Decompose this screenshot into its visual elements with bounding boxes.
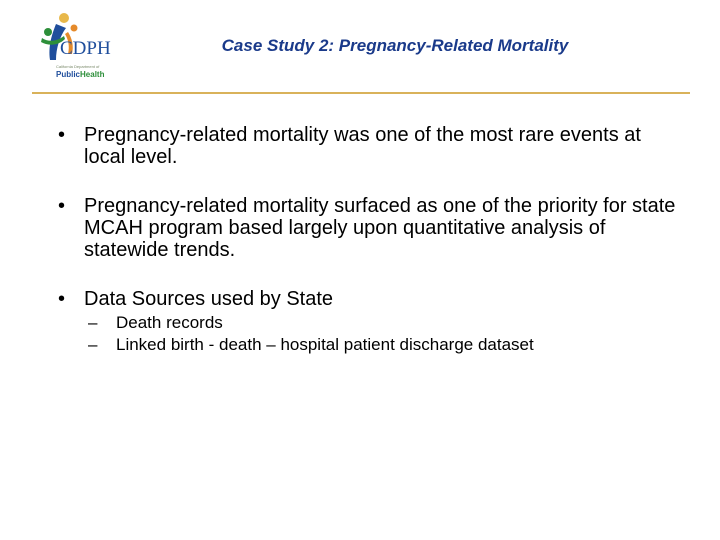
bullet-text: Data Sources used by State [84, 288, 334, 310]
cdph-logo-icon [34, 8, 120, 68]
logo-public-text: Public [56, 70, 81, 79]
bullet-list [56, 124, 676, 383]
bullet-text: Pregnancy-related mortality was one of the most rare events at local level. [84, 124, 641, 168]
sub-bullet-text: Linked birth - death – hospital patient discharge dataset [116, 335, 534, 354]
logo-figure-head-green [44, 28, 52, 36]
sub-bullet-marker: – [88, 335, 98, 354]
sub-bullet-list [84, 312, 676, 356]
logo-figure-head-gold [59, 13, 69, 23]
sub-bullet-item [84, 334, 676, 356]
cdph-logo [34, 8, 120, 82]
sub-bullet-marker: – [88, 313, 98, 332]
logo-health-text: Health [80, 70, 105, 79]
sub-bullet-item [84, 312, 676, 334]
logo-subtitle: California Department of [56, 64, 100, 69]
bullet-marker: • [58, 124, 66, 146]
bullet-item [56, 288, 676, 356]
bullet-marker: • [58, 195, 66, 217]
slide-title: Case Study 2: Pregnancy-Related Mortality [221, 36, 569, 55]
bullet-marker: • [58, 288, 66, 310]
title-divider [32, 92, 690, 94]
bullet-item [56, 195, 676, 261]
bullet-item [56, 124, 676, 168]
sub-bullet-text: Death records [116, 313, 223, 332]
logo-cdph-text: CDPH [60, 38, 111, 59]
bullet-text: Pregnancy-related mortality surfaced as one of the priority for state MCAH program based largely upon quantitative analysis of statewide trends. [84, 195, 676, 261]
logo-figure-head-orange [71, 25, 78, 32]
logo-public-health [56, 70, 104, 79]
